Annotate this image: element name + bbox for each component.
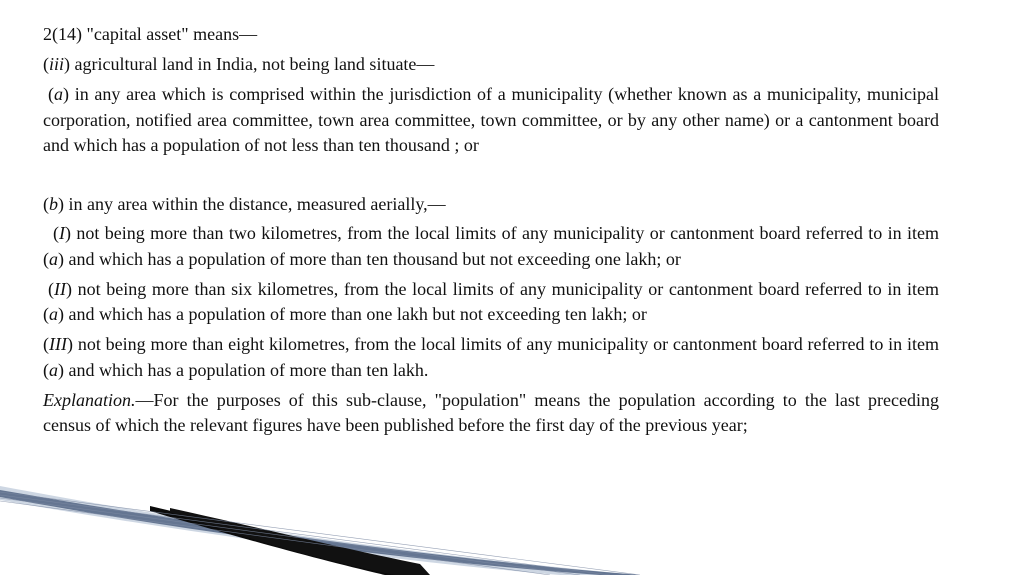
clause-II-ref: a [49, 304, 58, 324]
clause-iii-marker: iii [49, 54, 65, 74]
document-body [43, 22, 939, 439]
clause-II-text-1: not being more than six kilometres, from the local limits of any municipality or cantonment board referred to in item ( [43, 278, 939, 324]
clause-b: (b) in any area within the distance, measured aerially,— [43, 193, 446, 214]
clause-III-text-2: ) and which has a population of more than ten lakh. [58, 359, 429, 380]
clause-III-text-1: not being more than eight kilometres, from the local limits of any municipality or cantonment board referred to in item ( [43, 334, 939, 380]
clause-I-text-2: ) and which has a population of more than ten thousand but not exceeding one lakh; or [58, 248, 681, 269]
clause-iii: (iii) agricultural land in India, not being land situate— [43, 54, 435, 74]
clause-I-text-1: not being more than two kilometres, from the local limits of any municipality or cantonment board referred to in item ( [43, 223, 939, 269]
explanation-text: —For the purposes of this sub-clause, "population" means the population according to the last preceding census of which the relevant figures have been published before the first day of the previous year; [43, 389, 939, 435]
clause-a-marker: a [54, 84, 63, 104]
clause-II-marker: II [54, 278, 66, 299]
clause-b-text: in any area within the distance, measured aerially,— [64, 193, 446, 214]
explanation [43, 388, 939, 439]
clause-iii-text: agricultural land in India, not being land situate— [70, 54, 435, 74]
clause-III-marker: III [49, 334, 67, 354]
swoosh-mid-band [0, 490, 640, 575]
clause-II: (II) not being more than six kilometres, from the local limits of any municipality or cantonment board referred to in item (a) and which has a population of more than one lakh but not exceeding ten lakh; or [43, 278, 939, 324]
swoosh-hatch-lines [0, 492, 640, 575]
clause-b-marker: b [49, 193, 58, 214]
clause-III-ref: a [49, 359, 58, 380]
clause-I-ref: a [49, 248, 58, 269]
clause-I-marker: I [59, 223, 65, 243]
swoosh-dark-band [150, 506, 405, 575]
swoosh-light-band [0, 486, 640, 575]
heading-capital-asset: 2(14) "capital asset" means— [43, 24, 258, 44]
clause-III: (III) not being more than eight kilometres, from the local limits of any municipality or cantonment board referred to in item (a) and which has a population of more than ten lakh. [43, 334, 939, 380]
clause-I: (I) not being more than two kilometres, from the local limits of any municipality or cantonment board referred to in item (a) and which has a population of more than ten thousand but not exceeding one lakh; or [43, 223, 939, 269]
swoosh-dark-core [170, 508, 430, 575]
clause-a: (a) in any area which is comprised within the jurisdiction of a municipality (whether known as a municipality, municipal corporation, notified area committee, town area committee, town committee, or by any other name) or a cantonment board and which has a population of not less than ten thousand ; or [43, 84, 939, 155]
explanation-label: Explanation. [43, 389, 136, 410]
clause-II-text-2: ) and which has a population of more than one lakh but not exceeding ten lakh; or [58, 304, 647, 324]
clause-a-text: in any area which is comprised within the jurisdiction of a municipality (whether known as a municipality, municipal corporation, notified area committee, town area committee, town committee, or by any other name) or a cantonment board and which has a population of not less than ten thousand ; or [43, 84, 939, 155]
